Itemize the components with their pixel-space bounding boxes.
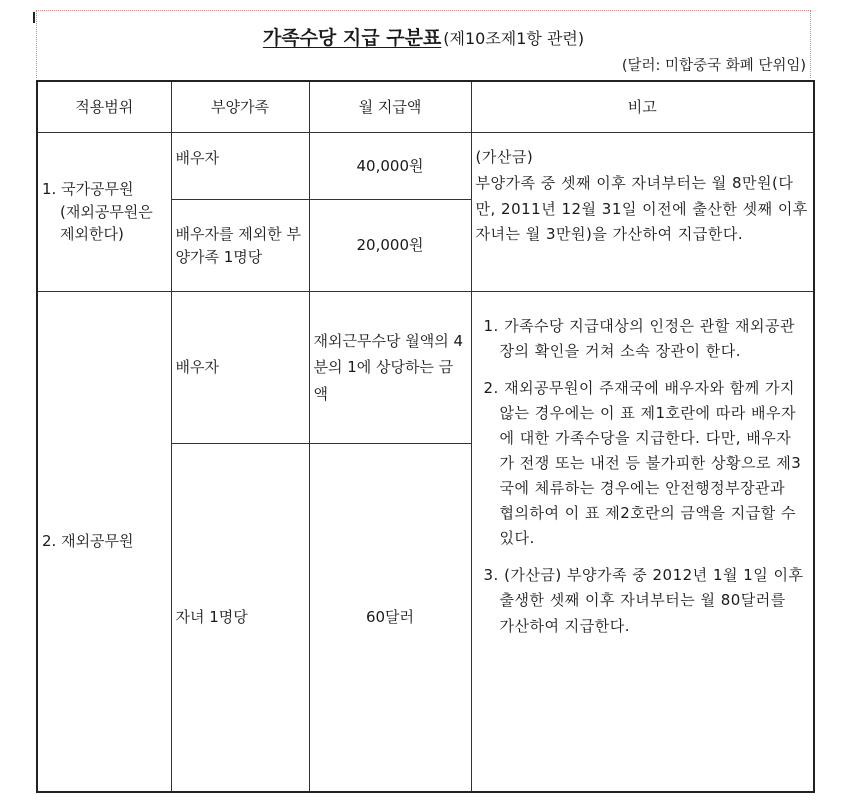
amount-cell: 재외근무수당 월액의 4분의 1에 상당하는 금액 xyxy=(309,292,471,444)
remark-item: 1. 가족수당 지급대상의 인정은 관할 재외공관장의 확인을 거쳐 소속 장관이 한다. xyxy=(483,317,795,361)
header-dependent: 부양가족 xyxy=(171,81,309,133)
scope-label: 1. 국가공무원 xyxy=(42,180,134,199)
allowance-table xyxy=(36,80,815,793)
remark-cell-1 xyxy=(471,133,814,292)
table-row xyxy=(37,292,814,444)
table-row xyxy=(37,133,814,200)
remark-head: (가산금) xyxy=(475,148,534,166)
dependent-cell: 배우자 xyxy=(171,292,309,444)
dependent-cell: 자녀 1명당 xyxy=(171,444,309,792)
amount-cell: 40,000원 xyxy=(309,133,471,200)
amount-cell: 60달러 xyxy=(309,444,471,792)
remark-item: 3. (가산금) 부양가족 중 2012년 1월 1일 이후 출생한 셋째 이후 자녀부터는 월 80달러를 가산하여 지급한다. xyxy=(483,566,804,635)
amount-cell: 20,000원 xyxy=(309,200,471,292)
header-amount: 월 지급액 xyxy=(309,81,471,133)
scope-cell-2: 2. 재외공무원 xyxy=(37,292,171,792)
dependent-cell: 배우자 xyxy=(171,133,309,200)
remark-body: 부양가족 중 셋째 이후 자녀부터는 월 8만원(다만, 2011년 12월 31일 이전에 출산한 셋째 이후 자녀는 월 3만원)을 가산하여 지급한다. xyxy=(475,173,808,244)
text-cursor xyxy=(33,12,35,23)
scope-note: (재외공무원은 제외한다) xyxy=(60,202,153,244)
unit-note: (달러: 미합중국 화폐 단위임) xyxy=(621,58,806,74)
header-row xyxy=(37,81,814,133)
dependent-cell: 배우자를 제외한 부양가족 1명당 xyxy=(171,200,309,292)
header-scope: 적용범위 xyxy=(37,81,171,133)
title-area xyxy=(36,10,811,78)
title-sub: (제10조제1항 관련) xyxy=(443,29,585,48)
document-title xyxy=(37,23,810,50)
title-main: 가족수당 지급 구분표 xyxy=(262,27,442,49)
remark-item: 2. 재외공무원이 주재국에 배우자와 함께 가지 않는 경우에는 이 표 제1호란에 따라 배우자에 대한 가족수당을 지급한다. 다만, 배우자가 전쟁 또는 내전 등 불가피한 상황으로 제3국에 체류하는 경우에는 안전행정부장관과 협의하여 이 표 제2호란의 금액을 지급할 수 있다. xyxy=(483,379,802,548)
header-remarks: 비고 xyxy=(471,81,814,133)
remark-cell-2 xyxy=(471,292,814,792)
scope-cell-1 xyxy=(37,133,171,292)
